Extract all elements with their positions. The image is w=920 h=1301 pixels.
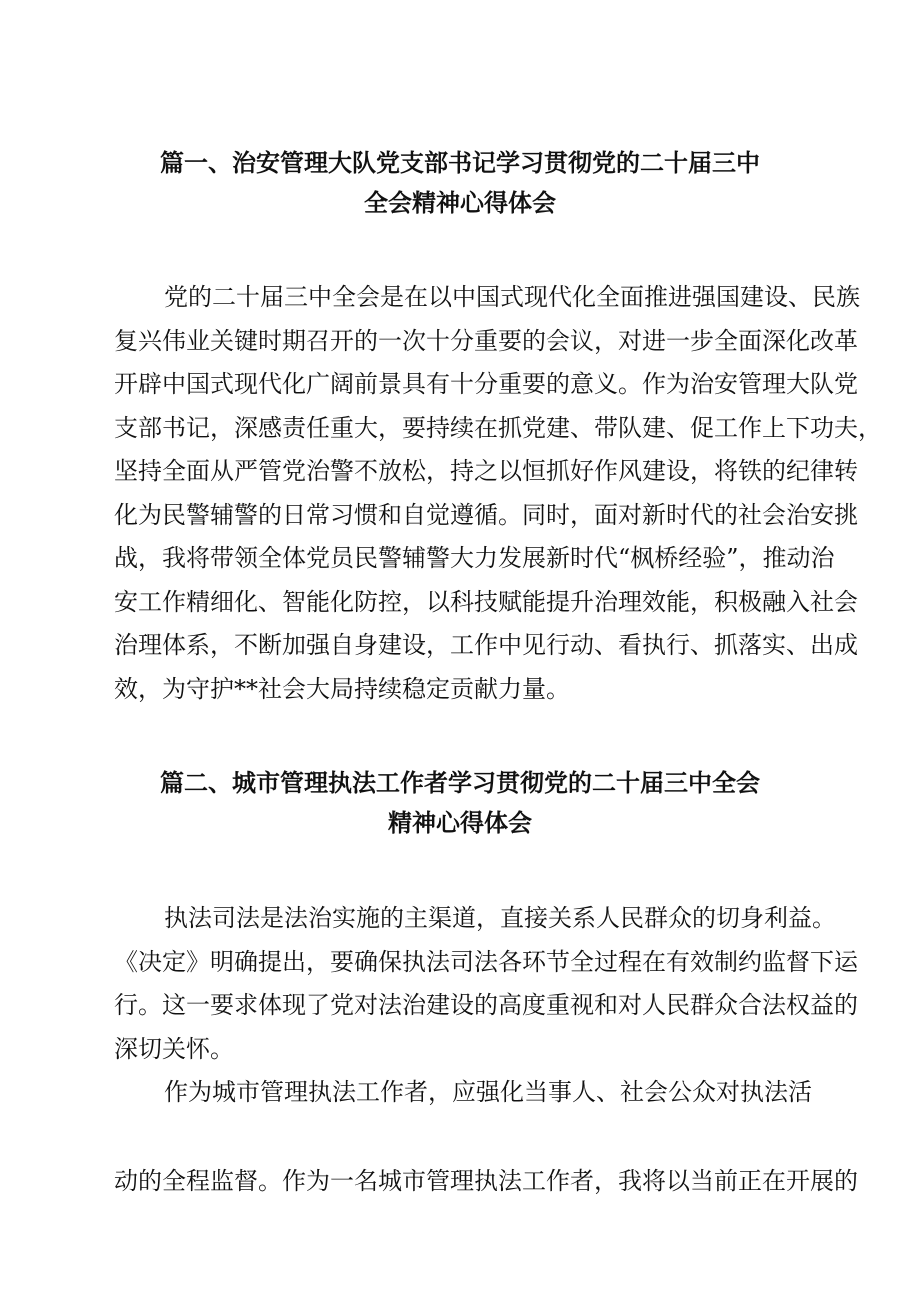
paragraph-line: 开辟中国式现代化广阔前景具有十分重要的意义。作为治安管理大队党	[114, 370, 858, 398]
section2-title	[0, 763, 920, 843]
paragraph-line: 安工作精细化、智能化防控，以科技赋能提升治理效能，积极融入社会	[114, 587, 858, 616]
section2-title-line2: 精神心得体会	[388, 809, 532, 837]
section2-paragraph3	[114, 1160, 858, 1204]
paragraph-line: 战，我将带领全体党员民警辅警大力发展新时代“枫桥经验”，推动治	[114, 544, 835, 572]
section1-title-line1: 篇一、治安管理大队党支部书记学习贯彻党的二十届三中	[160, 149, 760, 177]
paragraph-line: 党的二十届三中全会是在以中国式现代化全面推进强国建设、民族	[164, 283, 860, 311]
paragraph-line: 执法司法是法治实施的主渠道，直接关系人民群众的切身利益。	[164, 904, 836, 932]
section2-paragraph2	[114, 1071, 834, 1115]
section1-title-line2: 全会精神心得体会	[364, 189, 556, 217]
paragraph-line: 治理体系，不断加强自身建设，工作中见行动、看执行、抓落实、出成	[114, 631, 858, 659]
paragraph-line: 作为城市管理执法工作者，应强化当事人、社会公众对执法活	[164, 1078, 812, 1106]
paragraph-line: 效，为守护**社会大局持续稳定贡献力量。	[114, 674, 570, 703]
section1-title	[0, 143, 920, 223]
paragraph-line: 动的全程监督。作为一名城市管理执法工作者，我将以当前正在开展的	[114, 1167, 858, 1195]
paragraph-line: 坚持全面从严管党治警不放松，持之以恒抓好作风建设，将铁的纪律转	[114, 457, 858, 485]
section1-paragraph	[114, 276, 882, 711]
paragraph-line: 支部书记，深感责任重大，要持续在抓党建、带队建、促工作上下功夫，	[114, 413, 882, 442]
section2-paragraph1	[114, 897, 858, 1071]
paragraph-line: 《决定》明确提出，要确保执法司法各环节全过程在有效制约监督下运	[114, 947, 858, 976]
paragraph-line: 深切关怀。	[114, 1034, 234, 1063]
section2-title-line1: 篇二、城市管理执法工作者学习贯彻党的二十届三中全会	[160, 769, 760, 797]
paragraph-line: 行。这一要求体现了党对法治建设的高度重视和对人民群众合法权益的	[114, 991, 858, 1019]
paragraph-line: 复兴伟业关键时期召开的一次十分重要的会议，对进一步全面深化改革	[114, 326, 858, 355]
paragraph-line: 化为民警辅警的日常习惯和自觉遵循。同时，面对新时代的社会治安挑	[114, 500, 858, 529]
